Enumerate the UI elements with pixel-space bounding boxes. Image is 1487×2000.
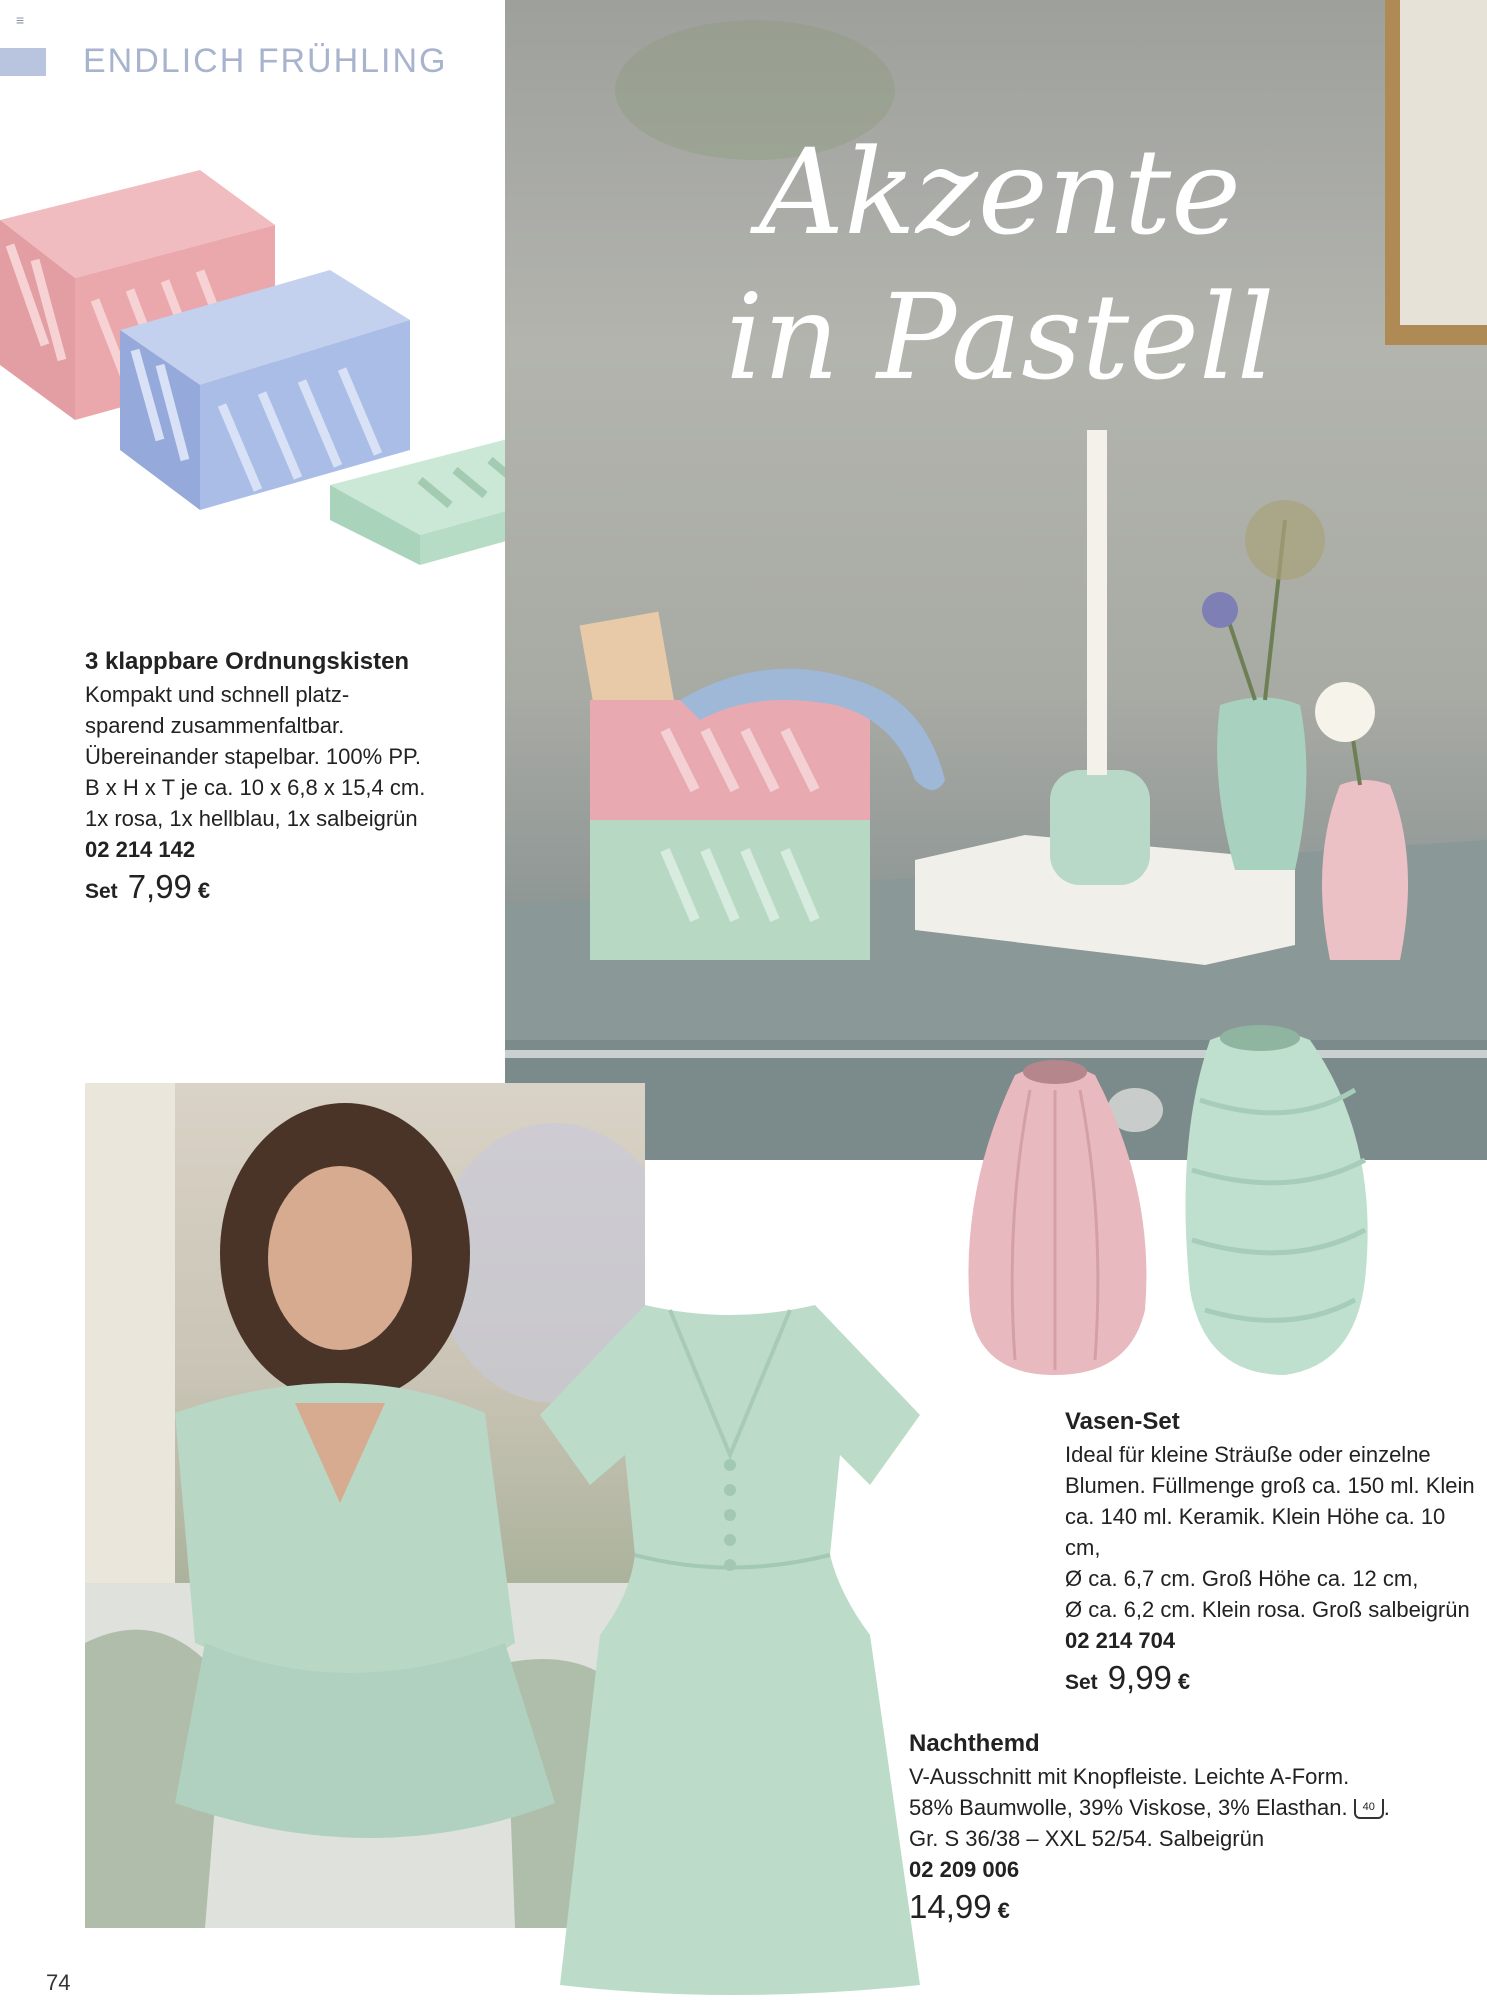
price-currency: € [197, 878, 211, 903]
price-currency: € [997, 1898, 1010, 1923]
page-number: 74 [46, 1970, 71, 1995]
price-prefix: Set [85, 880, 118, 903]
product-desc-line: ca. 140 ml. Keramik. Klein Höhe ca. 10 cm, [1065, 1504, 1446, 1560]
article-number: 02 214 142 [85, 837, 196, 862]
vases-product-image [960, 1020, 1390, 1400]
pink-vase [968, 1065, 1146, 1375]
price-currency: € [1177, 1669, 1191, 1694]
headline-line-2: in Pastell [725, 268, 1275, 406]
product-crates-info [85, 646, 475, 907]
product-desc-line: Gr. S 36/38 – XXL 52/54. Salbeigrün [909, 1826, 1265, 1851]
candle [1087, 430, 1107, 775]
price [85, 868, 475, 907]
product-desc-line: 1x rosa, 1x hellblau, 1x salbeigrün [85, 806, 418, 831]
shelf-mint-crate [590, 820, 870, 960]
price-prefix: Set [1065, 1671, 1098, 1694]
product-desc-line: Übereinander stapelbar. 100% PP. [85, 744, 421, 769]
menu-mark: ≡ [16, 12, 25, 28]
product-desc-line: Ø ca. 6,2 cm. Klein rosa. Groß salbeigrün [1065, 1597, 1470, 1622]
article-number: 02 214 704 [1065, 1628, 1176, 1653]
nightdress-product-image [540, 1305, 920, 2000]
candle-holder [1050, 770, 1150, 885]
price-value: 14,99 [909, 1888, 992, 1925]
product-desc-line: B x H x T je ca. 10 x 6,8 x 15,4 cm. [85, 775, 426, 800]
article-number: 02 209 006 [909, 1857, 1020, 1882]
price-value: 7,99 [127, 868, 192, 905]
product-title: 3 klappbare Ordnungskisten [85, 648, 410, 675]
price-value: 9,99 [1107, 1659, 1172, 1696]
product-desc-line: 58% Baumwolle, 39% Viskose, 3% Elasthan. 40 . [909, 1795, 1390, 1820]
product-desc-line: Kompakt und schnell platz- [85, 682, 350, 707]
product-desc-line: Ø ca. 6,7 cm. Groß Höhe ca. 12 cm, [1065, 1566, 1419, 1591]
product-desc-line: sparend zusammenfaltbar. [85, 713, 345, 738]
shelf-pink-crate [590, 700, 870, 820]
wash-40-icon: 40 [1354, 1799, 1384, 1819]
shelf-pink-vase [1322, 780, 1408, 960]
price [1065, 1659, 1485, 1698]
hero-headline [690, 120, 1310, 410]
face [268, 1166, 412, 1350]
product-desc-line: V-Ausschnitt mit Knopfleiste. Leichte A-Form. [909, 1764, 1350, 1789]
product-nightdress-info [909, 1728, 1429, 1926]
product-desc-line: Blumen. Füllmenge groß ca. 150 ml. Klein [1065, 1473, 1475, 1498]
product-title: Vasen-Set [1065, 1408, 1180, 1435]
shelf-green-vase [1217, 698, 1306, 871]
material-text: 58% Baumwolle, 39% Viskose, 3% Elasthan. [909, 1795, 1348, 1820]
product-desc-line: Ideal für kleine Sträuße oder einzelne [1065, 1442, 1431, 1467]
product-vases-info [1065, 1406, 1485, 1698]
section-accent-bar [0, 48, 46, 76]
product-title: Nachthemd [909, 1730, 1040, 1757]
headline-line-1: Akzente [759, 123, 1241, 261]
price [909, 1888, 1429, 1926]
section-title: ENDLICH FRÜHLING [83, 42, 448, 80]
green-vase [1186, 1030, 1368, 1375]
